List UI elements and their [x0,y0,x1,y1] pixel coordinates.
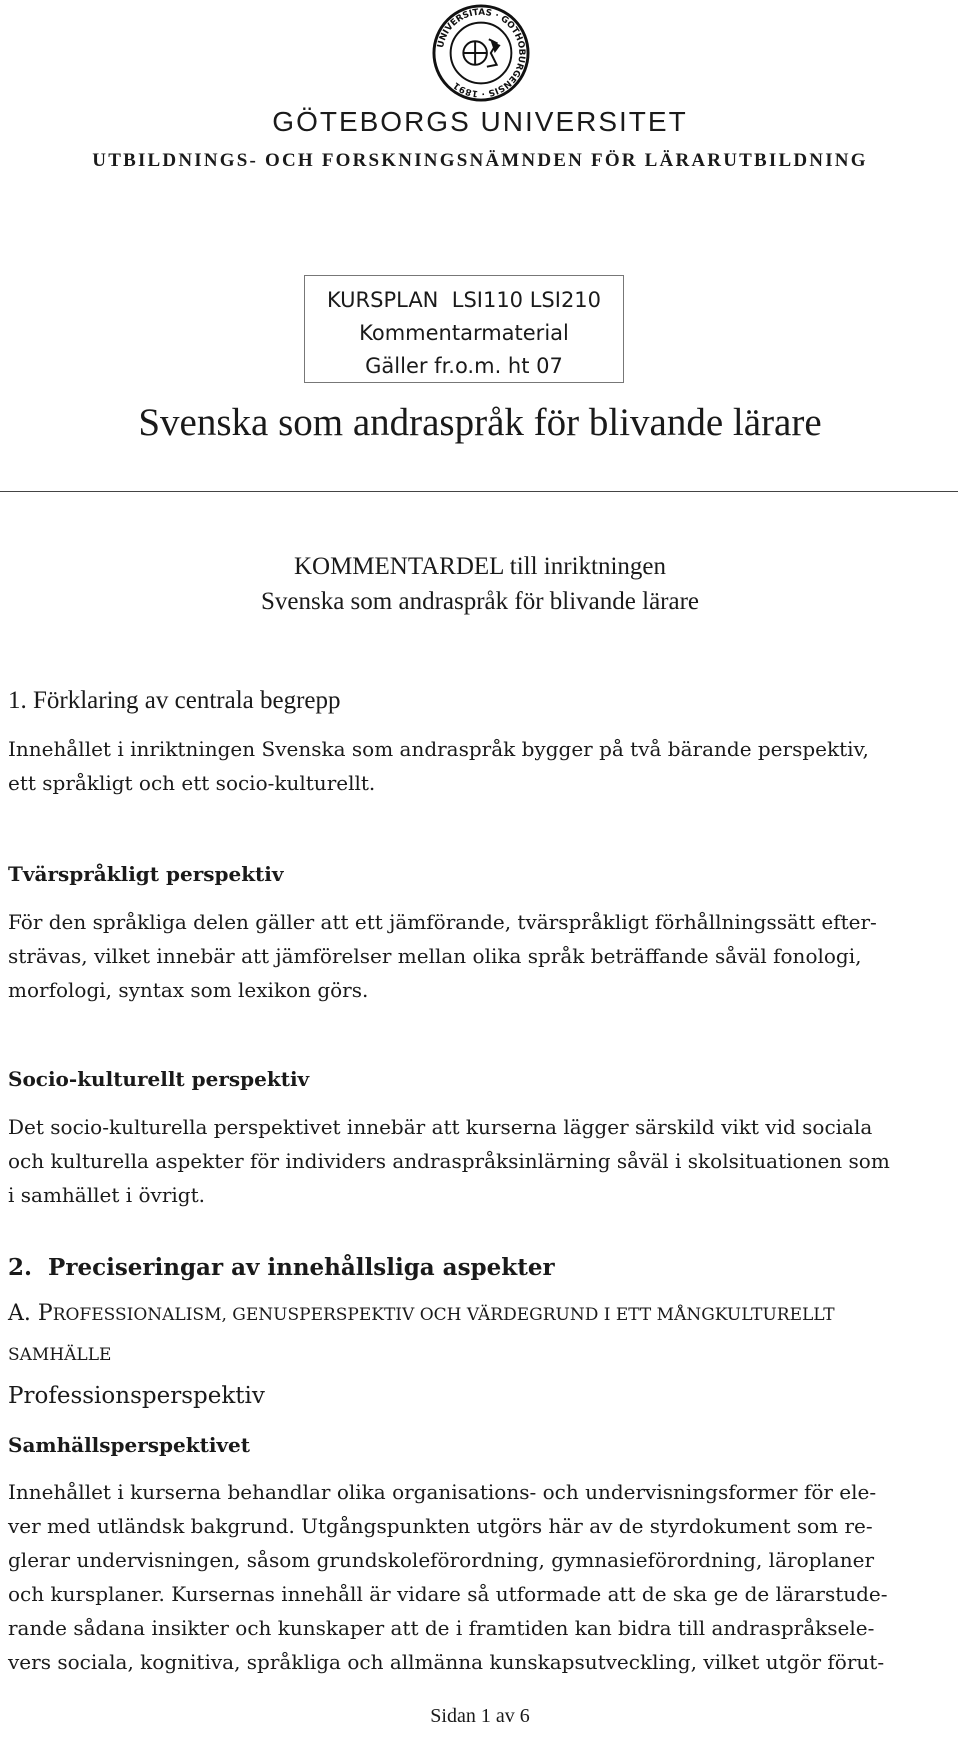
page-number-footer: Sidan 1 av 6 [430,1705,530,1727]
document-title: Svenska som andraspråk för blivande lärare [138,401,822,444]
paragraph-line: vers sociala, kognitiva, språkliga och allmänna kunskapsutveckling, vilket utgör förut- [8,1650,885,1674]
section-a-heading-rest: ROFESSIONALISM, GENUSPERSPEKTIV OCH VÄRDEGRUND I ETT MÅNGKULTURELLT [52,1305,835,1325]
cross-linguistic-heading: Tvärspråkligt perspektiv [8,862,284,886]
society-perspective-paragraph [8,1475,953,1679]
svg-text:UNIVERSITAS · GOTHOBURGENSIS ·: UNIVERSITAS · GOTHOBURGENSIS · 1891 [436,7,527,99]
commentary-heading-line2: Svenska som andraspråk för blivande lärare [260,588,700,615]
university-seal-logo [432,4,530,102]
paragraph-line: och kulturella aspekter för individers andraspråksinlärning såväl i skolsituationen som [8,1149,890,1173]
section-1-paragraph [8,732,953,800]
paragraph-line: För den språkliga delen gäller att ett jämförande, tvärspråkligt förhållningssätt efter- [8,910,877,934]
paragraph-line: ett språkligt och ett socio-kulturellt. [8,771,376,795]
section-a-heading-initial: A. P [8,1301,53,1326]
cross-linguistic-paragraph [8,905,953,1007]
section-2-heading: 2. Preciseringar av innehållsliga aspekter [8,1254,555,1281]
paragraph-line: rande sådana insikter och kunskaper att de i framtiden kan bidra till andraspråksele- [8,1616,875,1640]
profession-perspective-heading: Professionsperspektiv [8,1383,265,1409]
paragraph-line: Innehållet i kurserna behandlar olika organisations- och undervisningsformer för ele- [8,1480,877,1504]
commentary-heading-line1: KOMMENTARDEL till inriktningen [293,553,667,580]
paragraph-line: och kursplaner. Kursernas innehåll är vidare så utformade att de ska ge de lärarstude- [8,1582,888,1606]
socio-cultural-heading: Socio-kulturellt perspektiv [8,1067,310,1091]
paragraph-line: Det socio-kulturella perspektivet innebär att kurserna lägger särskild vikt vid sociala [8,1115,873,1139]
socio-cultural-paragraph [8,1110,953,1212]
title-divider [0,491,958,492]
paragraph-line: ver med utländsk bakgrund. Utgångspunkten utgörs här av de styrdokument som re- [8,1514,873,1538]
course-plan-codes: KURSPLAN LSI110 LSI210 [326,288,602,312]
paragraph-line: strävas, vilket innebär att jämförelser mellan olika språk beträffande såväl fonologi, [8,944,862,968]
paragraph-line: i samhället i övrigt. [8,1183,205,1207]
board-name: UTBILDNINGS- OCH FORSKNINGSNÄMNDEN FÖR LÄRARUTBILDNING [92,150,868,171]
paragraph-line: glerar undervisningen, såsom grundskoleförordning, gymnasieförordning, läroplaner [8,1548,875,1572]
university-name: GÖTEBORGS UNIVERSITET [272,106,688,137]
paragraph-line: Innehållet i inriktningen Svenska som andraspråk bygger på två bärande perspektiv, [8,737,869,761]
course-plan-material: Kommentarmaterial [359,321,569,345]
section-1-heading: 1. Förklaring av centrala begrepp [8,687,341,714]
section-a-heading-line2: SAMHÄLLE [8,1345,112,1365]
section-a-heading [8,1294,953,1375]
course-plan-box [304,275,624,383]
society-perspective-subheading: Samhällsperspektivet [8,1433,251,1457]
paragraph-line: morfologi, syntax som lexikon görs. [8,978,369,1002]
course-plan-validity: Gäller fr.o.m. ht 07 [365,354,563,378]
